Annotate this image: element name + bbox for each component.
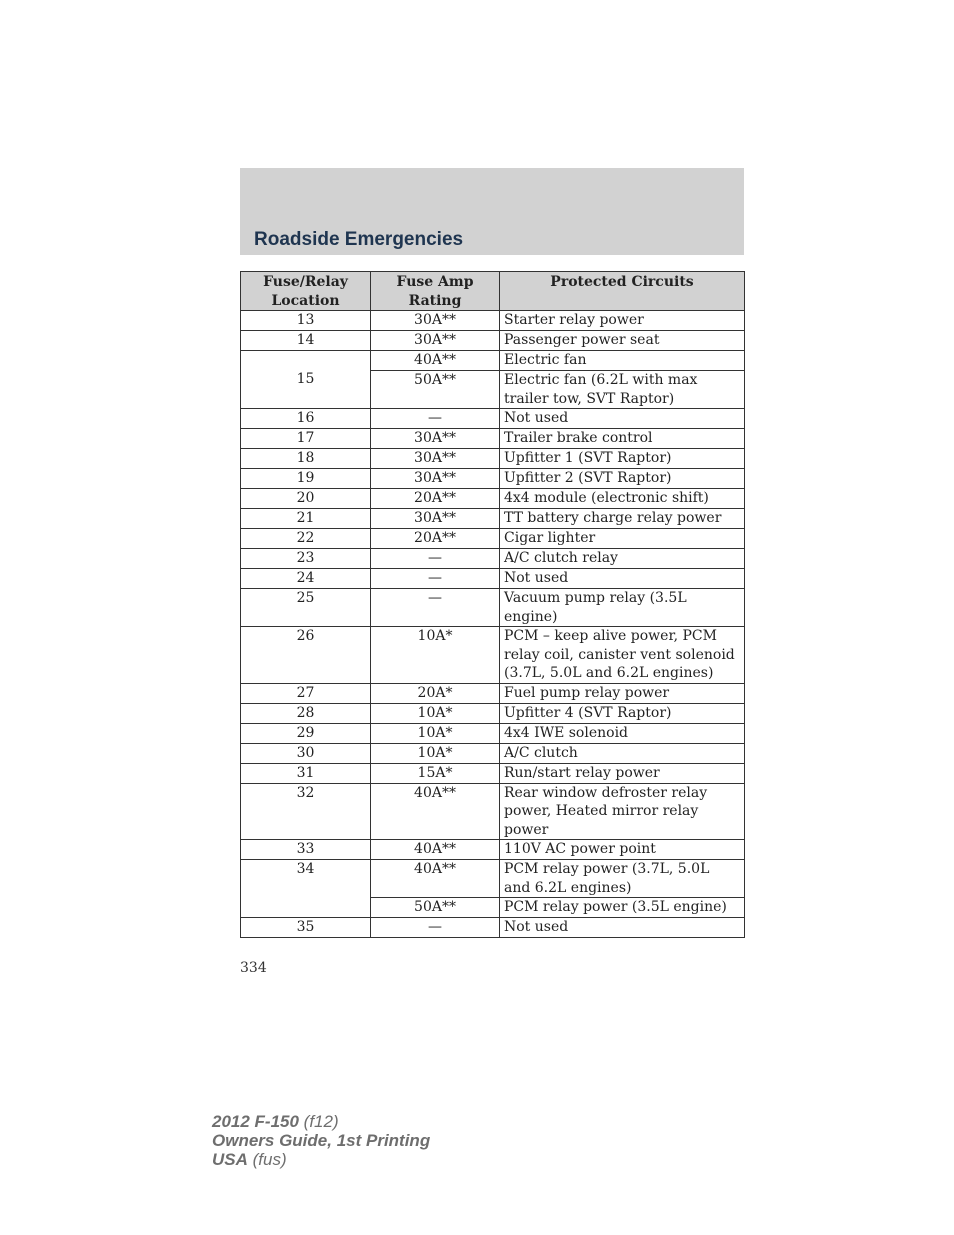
cell-amp-rating: 20A** bbox=[371, 489, 500, 509]
cell-protected-circuit: Upfitter 1 (SVT Raptor) bbox=[500, 449, 745, 469]
cell-amp-rating: 50A** bbox=[371, 371, 500, 409]
cell-amp-rating: — bbox=[371, 589, 500, 627]
cell-protected-circuit: TT battery charge relay power bbox=[500, 509, 745, 529]
cell-amp-rating: — bbox=[371, 409, 500, 429]
cell-amp-rating: 30A** bbox=[371, 331, 500, 351]
cell-location: 30 bbox=[241, 743, 371, 763]
cell-amp-rating: 20A* bbox=[371, 683, 500, 703]
section-title: Roadside Emergencies bbox=[254, 229, 464, 250]
table-row bbox=[241, 569, 745, 589]
cell-protected-circuit: Not used bbox=[500, 409, 745, 429]
cell-amp-rating: — bbox=[371, 569, 500, 589]
footer-model-code: (f12) bbox=[298, 1112, 339, 1131]
table-row bbox=[241, 703, 745, 723]
table-row bbox=[241, 509, 745, 529]
table-row bbox=[241, 489, 745, 509]
table-row bbox=[241, 683, 745, 703]
cell-location: 16 bbox=[241, 409, 371, 429]
cell-amp-rating: 30A** bbox=[371, 509, 500, 529]
cell-protected-circuit: Passenger power seat bbox=[500, 331, 745, 351]
cell-protected-circuit: Trailer brake control bbox=[500, 429, 745, 449]
footer-line-guide bbox=[212, 1131, 430, 1150]
cell-location: 14 bbox=[241, 331, 371, 351]
cell-protected-circuit: Upfitter 4 (SVT Raptor) bbox=[500, 703, 745, 723]
table-row bbox=[241, 311, 745, 331]
cell-location: 32 bbox=[241, 783, 371, 840]
cell-amp-rating: 30A** bbox=[371, 449, 500, 469]
cell-protected-circuit: PCM – keep alive power, PCM relay coil, canister vent solenoid (3.7L, 5.0L and 6.2L engines) bbox=[500, 627, 745, 684]
cell-protected-circuit: Fuel pump relay power bbox=[500, 683, 745, 703]
cell-protected-circuit: Starter relay power bbox=[500, 311, 745, 331]
cell-location: 23 bbox=[241, 549, 371, 569]
cell-location: 25 bbox=[241, 589, 371, 627]
cell-location: 34 bbox=[241, 860, 371, 918]
column-header-protected-circuits: Protected Circuits bbox=[500, 272, 745, 311]
cell-amp-rating: 50A** bbox=[371, 898, 500, 918]
cell-protected-circuit: A/C clutch bbox=[500, 743, 745, 763]
cell-amp-rating: — bbox=[371, 549, 500, 569]
cell-protected-circuit: PCM relay power (3.7L, 5.0L and 6.2L engines) bbox=[500, 860, 745, 898]
table-row bbox=[241, 351, 745, 371]
cell-location: 22 bbox=[241, 529, 371, 549]
cell-location: 31 bbox=[241, 763, 371, 783]
cell-location: 29 bbox=[241, 723, 371, 743]
table-row bbox=[241, 627, 745, 684]
cell-location: 20 bbox=[241, 489, 371, 509]
table-row bbox=[241, 449, 745, 469]
cell-location: 19 bbox=[241, 469, 371, 489]
cell-location: 15 bbox=[241, 351, 371, 409]
cell-protected-circuit: 110V AC power point bbox=[500, 840, 745, 860]
table-row bbox=[241, 529, 745, 549]
footer-region-code: (fus) bbox=[247, 1150, 287, 1169]
cell-amp-rating: 30A** bbox=[371, 469, 500, 489]
section-header bbox=[240, 168, 744, 255]
cell-protected-circuit: Rear window defroster relay power, Heated mirror relay power bbox=[500, 783, 745, 840]
table-row bbox=[241, 331, 745, 351]
cell-location: 28 bbox=[241, 703, 371, 723]
table-header-row bbox=[241, 272, 745, 311]
cell-amp-rating: 10A* bbox=[371, 627, 500, 684]
column-header-amp-rating: Fuse Amp Rating bbox=[371, 272, 500, 311]
cell-protected-circuit: Not used bbox=[500, 918, 745, 938]
footer-region: USA bbox=[212, 1150, 248, 1169]
fuse-table-body bbox=[241, 311, 745, 938]
cell-protected-circuit: Electric fan (6.2L with max trailer tow, SVT Raptor) bbox=[500, 371, 745, 409]
table-row bbox=[241, 469, 745, 489]
table-row bbox=[241, 743, 745, 763]
cell-protected-circuit: Electric fan bbox=[500, 351, 745, 371]
table-row bbox=[241, 549, 745, 569]
cell-protected-circuit: PCM relay power (3.5L engine) bbox=[500, 898, 745, 918]
document-footer bbox=[212, 1112, 430, 1169]
table-row bbox=[241, 763, 745, 783]
footer-model: 2012 F-150 bbox=[212, 1112, 299, 1131]
table-row bbox=[241, 589, 745, 627]
cell-location: 21 bbox=[241, 509, 371, 529]
footer-line-region bbox=[212, 1150, 430, 1169]
cell-amp-rating: 40A** bbox=[371, 351, 500, 371]
cell-amp-rating: 10A* bbox=[371, 723, 500, 743]
table-row bbox=[241, 723, 745, 743]
cell-location: 27 bbox=[241, 683, 371, 703]
table-row bbox=[241, 860, 745, 898]
cell-protected-circuit: Upfitter 2 (SVT Raptor) bbox=[500, 469, 745, 489]
table-row bbox=[241, 409, 745, 429]
cell-amp-rating: 10A* bbox=[371, 703, 500, 723]
cell-amp-rating: 40A** bbox=[371, 840, 500, 860]
cell-protected-circuit: 4x4 module (electronic shift) bbox=[500, 489, 745, 509]
table-row bbox=[241, 840, 745, 860]
cell-location: 33 bbox=[241, 840, 371, 860]
cell-location: 18 bbox=[241, 449, 371, 469]
cell-location: 26 bbox=[241, 627, 371, 684]
cell-protected-circuit: Not used bbox=[500, 569, 745, 589]
table-row bbox=[241, 783, 745, 840]
cell-protected-circuit: A/C clutch relay bbox=[500, 549, 745, 569]
cell-amp-rating: 30A** bbox=[371, 429, 500, 449]
footer-guide: Owners Guide, 1st Printing bbox=[212, 1131, 431, 1150]
cell-protected-circuit: Vacuum pump relay (3.5L engine) bbox=[500, 589, 745, 627]
page-number: 334 bbox=[240, 960, 267, 976]
cell-location: 17 bbox=[241, 429, 371, 449]
cell-location: 13 bbox=[241, 311, 371, 331]
table-row bbox=[241, 918, 745, 938]
cell-amp-rating: — bbox=[371, 918, 500, 938]
cell-amp-rating: 40A** bbox=[371, 783, 500, 840]
fuse-table bbox=[240, 271, 745, 938]
cell-amp-rating: 40A** bbox=[371, 860, 500, 898]
table-row bbox=[241, 429, 745, 449]
cell-protected-circuit: Run/start relay power bbox=[500, 763, 745, 783]
footer-line-model bbox=[212, 1112, 430, 1131]
cell-amp-rating: 30A** bbox=[371, 311, 500, 331]
cell-amp-rating: 10A* bbox=[371, 743, 500, 763]
column-header-location: Fuse/Relay Location bbox=[241, 272, 371, 311]
cell-protected-circuit: Cigar lighter bbox=[500, 529, 745, 549]
cell-location: 35 bbox=[241, 918, 371, 938]
cell-protected-circuit: 4x4 IWE solenoid bbox=[500, 723, 745, 743]
cell-amp-rating: 20A** bbox=[371, 529, 500, 549]
cell-location: 24 bbox=[241, 569, 371, 589]
cell-amp-rating: 15A* bbox=[371, 763, 500, 783]
